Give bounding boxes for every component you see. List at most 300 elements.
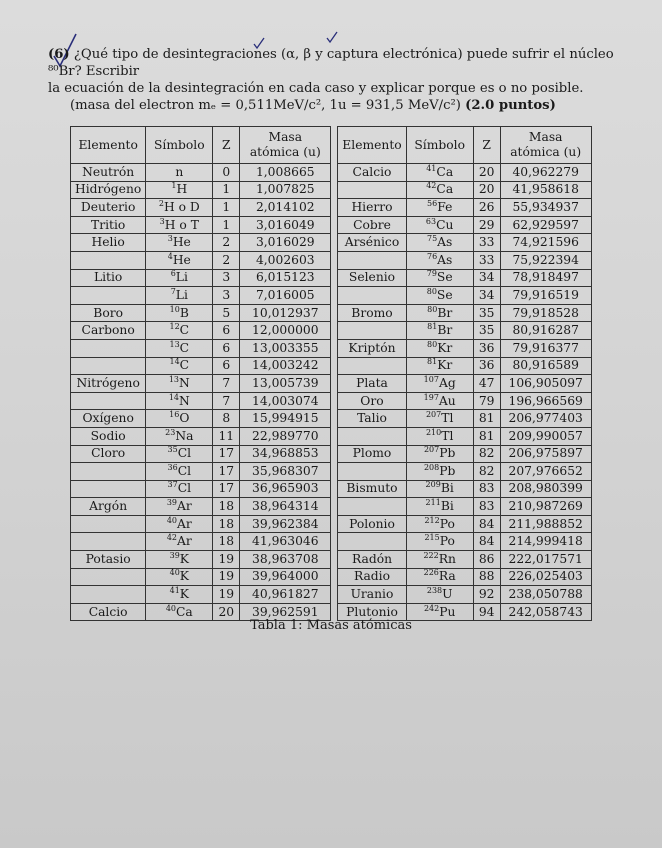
cell-symbol xyxy=(146,463,213,481)
cell-mass: 1,007825 xyxy=(240,181,331,199)
cell-symbol xyxy=(146,498,213,516)
mass-tables xyxy=(70,126,592,621)
symbol-text: C xyxy=(179,358,190,373)
cell-z: 17 xyxy=(213,445,240,463)
symbol-text: K xyxy=(179,569,189,584)
table-row xyxy=(338,234,591,252)
cell-z: 18 xyxy=(213,498,240,516)
cell-z: 8 xyxy=(213,410,240,428)
cell-symbol xyxy=(146,216,213,234)
cell-z: 36 xyxy=(473,339,500,357)
cell-mass: 4,002603 xyxy=(240,251,331,269)
cell-symbol xyxy=(406,181,473,199)
mass-number: 7 xyxy=(170,286,176,296)
symbol-text: C xyxy=(179,340,190,355)
table-row xyxy=(338,480,591,498)
cell-symbol xyxy=(146,586,213,604)
cell-symbol xyxy=(406,568,473,586)
cell-element xyxy=(71,463,146,481)
symbol-text: Ar xyxy=(177,499,192,514)
symbol-text: H o D xyxy=(163,199,200,214)
cell-symbol xyxy=(406,287,473,305)
mass-number: 41 xyxy=(169,586,180,596)
cell-symbol xyxy=(406,480,473,498)
cell-symbol xyxy=(146,269,213,287)
cell-z: 6 xyxy=(213,339,240,357)
symbol-text: As xyxy=(437,235,453,250)
cell-mass: 3,016049 xyxy=(240,216,331,234)
cell-symbol xyxy=(146,410,213,428)
mass-number: 79 xyxy=(426,269,437,279)
mass-number: 107 xyxy=(423,374,439,384)
cell-mass: 1,008665 xyxy=(240,164,331,182)
header-symbol: Símbolo xyxy=(146,127,213,164)
symbol-text: Po xyxy=(439,516,455,531)
table-row xyxy=(71,586,331,604)
symbol-text: Cu xyxy=(436,217,454,232)
cell-symbol xyxy=(406,392,473,410)
mass-number: 197 xyxy=(423,392,439,402)
cell-z: 35 xyxy=(473,304,500,322)
cell-element xyxy=(71,357,146,375)
symbol-text: Bi xyxy=(440,499,454,514)
mass-number: 12 xyxy=(169,322,180,332)
question-text xyxy=(48,46,638,114)
table-row xyxy=(338,339,591,357)
symbol-text: Kr xyxy=(437,340,453,355)
cell-z: 79 xyxy=(473,392,500,410)
mass-number: 81 xyxy=(427,322,438,332)
cell-z: 20 xyxy=(473,181,500,199)
cell-mass: 55,934937 xyxy=(500,199,591,217)
cell-z: 19 xyxy=(213,586,240,604)
cell-symbol xyxy=(406,269,473,287)
cell-z: 11 xyxy=(213,427,240,445)
mass-number: 10 xyxy=(169,304,180,314)
cell-z: 26 xyxy=(473,199,500,217)
cell-element xyxy=(71,392,146,410)
mass-number: 39 xyxy=(169,550,180,560)
mass-number: 40 xyxy=(166,515,177,525)
cell-z: 33 xyxy=(473,234,500,252)
cell-z: 20 xyxy=(473,164,500,182)
question-line-2: la ecuación de la desintegración en cada caso y explicar porque es o no posible. xyxy=(48,81,584,96)
cell-mass: 78,918497 xyxy=(500,269,591,287)
cell-mass: 13,003355 xyxy=(240,339,331,357)
table-row xyxy=(338,498,591,516)
cell-z: 92 xyxy=(473,586,500,604)
table-row xyxy=(71,533,331,551)
symbol-text: Po xyxy=(439,534,455,549)
cell-mass: 226,025403 xyxy=(500,568,591,586)
mass-number: 226 xyxy=(423,568,439,578)
cell-element: Potasio xyxy=(71,551,146,569)
table-row xyxy=(338,533,591,551)
mass-number: 1 xyxy=(171,181,177,191)
cell-element xyxy=(338,357,406,375)
cell-element xyxy=(71,251,146,269)
table-row xyxy=(71,304,331,322)
symbol-text: Cl xyxy=(177,481,192,496)
cell-mass: 80,916589 xyxy=(500,357,591,375)
cell-mass: 80,916287 xyxy=(500,322,591,340)
cell-mass: 74,921596 xyxy=(500,234,591,252)
cell-mass: 6,015123 xyxy=(240,269,331,287)
question-line-3: (masa del electron mₑ = 0,511MeV/c², 1u = 931,5 MeV/c²) xyxy=(70,98,461,113)
cell-element xyxy=(71,480,146,498)
symbol-text: Cl xyxy=(177,446,192,461)
symbol-text: Ca xyxy=(176,604,193,619)
cell-element: Argón xyxy=(71,498,146,516)
cell-z: 19 xyxy=(213,551,240,569)
table-row xyxy=(71,410,331,428)
mass-number: 6 xyxy=(170,269,176,279)
symbol-text: Ag xyxy=(438,375,456,390)
cell-mass: 39,962591 xyxy=(240,603,331,621)
symbol-text: K xyxy=(179,551,189,566)
cell-element xyxy=(338,251,406,269)
cell-z: 6 xyxy=(213,357,240,375)
cell-symbol xyxy=(146,181,213,199)
cell-z: 7 xyxy=(213,375,240,393)
cell-z: 1 xyxy=(213,199,240,217)
cell-z: 84 xyxy=(473,533,500,551)
table-row xyxy=(338,322,591,340)
mass-number: 80 xyxy=(426,286,437,296)
cell-z: 17 xyxy=(213,463,240,481)
table-row xyxy=(71,463,331,481)
cell-z: 34 xyxy=(473,269,500,287)
cell-element xyxy=(338,287,406,305)
cell-element: Bromo xyxy=(338,304,406,322)
table-row xyxy=(71,164,331,182)
symbol-text: Cl xyxy=(177,463,192,478)
mass-number: 211 xyxy=(425,498,441,508)
cell-mass: 79,916519 xyxy=(500,287,591,305)
cell-element: Polonio xyxy=(338,515,406,533)
cell-z: 6 xyxy=(213,322,240,340)
cell-symbol xyxy=(406,357,473,375)
symbol-text: Li xyxy=(175,287,188,302)
symbol-text: Tl xyxy=(441,428,454,443)
question-number: (6) xyxy=(48,47,70,62)
table-row xyxy=(338,357,591,375)
table-row xyxy=(71,216,331,234)
table-row xyxy=(71,357,331,375)
cell-z: 83 xyxy=(473,498,500,516)
cell-mass: 34,968853 xyxy=(240,445,331,463)
cell-symbol xyxy=(146,515,213,533)
cell-mass: 41,963046 xyxy=(240,533,331,551)
cell-symbol xyxy=(406,199,473,217)
cell-mass: 79,918528 xyxy=(500,304,591,322)
table-caption: Tabla 1: Masas atómicas xyxy=(250,618,412,633)
cell-symbol xyxy=(406,586,473,604)
mass-number: 13 xyxy=(169,339,180,349)
mass-number: 16 xyxy=(169,410,180,420)
symbol-text: H o T xyxy=(164,217,199,232)
cell-z: 7 xyxy=(213,392,240,410)
cell-z: 82 xyxy=(473,445,500,463)
table-row xyxy=(338,199,591,217)
symbol-text: Na xyxy=(175,428,194,443)
table-row xyxy=(338,181,591,199)
cell-z: 81 xyxy=(473,410,500,428)
symbol-text: Pb xyxy=(439,463,456,478)
symbol-text: As xyxy=(437,252,453,267)
cell-symbol xyxy=(406,251,473,269)
cell-mass: 222,017571 xyxy=(500,551,591,569)
cell-element xyxy=(71,568,146,586)
mass-number: 4 xyxy=(167,251,173,261)
cell-symbol xyxy=(406,234,473,252)
cell-z: 19 xyxy=(213,568,240,586)
cell-mass: 207,976652 xyxy=(500,463,591,481)
cell-element: Litio xyxy=(71,269,146,287)
mass-number: 36 xyxy=(167,462,178,472)
mass-number: 14 xyxy=(169,357,180,367)
table-row xyxy=(338,269,591,287)
cell-element: Arsénico xyxy=(338,234,406,252)
symbol-text: Au xyxy=(438,393,456,408)
table-row xyxy=(71,322,331,340)
table-row xyxy=(71,392,331,410)
table-row xyxy=(338,304,591,322)
mass-number: 76 xyxy=(426,251,438,261)
cell-mass: 39,962384 xyxy=(240,515,331,533)
cell-mass: 206,977403 xyxy=(500,410,591,428)
cell-z: 81 xyxy=(473,427,500,445)
cell-z: 47 xyxy=(473,375,500,393)
cell-mass: 14,003242 xyxy=(240,357,331,375)
cell-element xyxy=(338,322,406,340)
cell-mass: 2,014102 xyxy=(240,199,331,217)
cell-symbol xyxy=(146,304,213,322)
cell-z: 84 xyxy=(473,515,500,533)
mass-number: 212 xyxy=(424,515,440,525)
cell-z: 20 xyxy=(213,603,240,621)
symbol-text: N xyxy=(179,393,190,408)
symbol-text: Fe xyxy=(437,199,453,214)
cell-element: Hierro xyxy=(338,199,406,217)
cell-mass: 41,958618 xyxy=(500,181,591,199)
cell-element: Tritio xyxy=(71,216,146,234)
table-row xyxy=(71,199,331,217)
cell-z: 34 xyxy=(473,287,500,305)
mass-number: 37 xyxy=(167,480,178,490)
header-element: Elemento xyxy=(338,127,406,164)
cell-element xyxy=(71,339,146,357)
cell-element: Plata xyxy=(338,375,406,393)
symbol-text: Kr xyxy=(437,358,453,373)
symbol-text: Pu xyxy=(439,604,456,619)
cell-symbol xyxy=(146,445,213,463)
cell-z: 94 xyxy=(473,603,500,621)
cell-mass: 7,016005 xyxy=(240,287,331,305)
cell-mass: 238,050788 xyxy=(500,586,591,604)
cell-element: Oro xyxy=(338,392,406,410)
mass-number: 80 xyxy=(427,339,438,349)
mass-number: 3 xyxy=(167,234,173,244)
cell-symbol xyxy=(406,533,473,551)
table-header-row xyxy=(338,127,591,164)
table-row xyxy=(338,445,591,463)
cell-symbol xyxy=(146,533,213,551)
mass-number: 39 xyxy=(166,498,177,508)
cell-z: 82 xyxy=(473,463,500,481)
mass-number: 242 xyxy=(423,603,440,613)
table-row xyxy=(338,375,591,393)
table-row xyxy=(338,515,591,533)
mass-number: 42 xyxy=(426,181,437,191)
question-points: (2.0 puntos) xyxy=(465,98,556,113)
cell-element xyxy=(71,287,146,305)
cell-element: Hidrógeno xyxy=(71,181,146,199)
cell-z: 88 xyxy=(473,568,500,586)
question-line-1: ¿Qué tipo de desintegraciones (α, β y captura electrónica) puede sufrir el núcleo ⁸⁰Br? Escribir xyxy=(48,47,614,79)
cell-element: Calcio xyxy=(71,603,146,621)
symbol-text: Se xyxy=(436,287,453,302)
symbol-text: U xyxy=(442,587,453,602)
cell-mass: 3,016029 xyxy=(240,234,331,252)
mass-table-left xyxy=(70,126,331,621)
symbol-text: C xyxy=(179,323,190,338)
mass-number: 2 xyxy=(158,198,164,208)
cell-element: Plomo xyxy=(338,445,406,463)
mass-number: 42 xyxy=(166,533,177,543)
symbol-text: Bi xyxy=(440,481,454,496)
cell-symbol xyxy=(406,339,473,357)
cell-symbol xyxy=(406,322,473,340)
table-row xyxy=(71,251,331,269)
symbol-text: n xyxy=(175,164,184,179)
cell-z: 1 xyxy=(213,181,240,199)
cell-z: 29 xyxy=(473,216,500,234)
table-row xyxy=(338,251,591,269)
table-row xyxy=(71,269,331,287)
mass-number: 209 xyxy=(425,480,441,490)
cell-mass: 14,003074 xyxy=(240,392,331,410)
symbol-text: Li xyxy=(175,270,188,285)
mass-number: 14 xyxy=(168,392,179,402)
cell-symbol xyxy=(406,164,473,182)
symbol-text: Ca xyxy=(436,182,454,197)
cell-element xyxy=(338,533,406,551)
cell-mass: 13,005739 xyxy=(240,375,331,393)
cell-element: Radón xyxy=(338,551,406,569)
cell-mass: 38,963708 xyxy=(240,551,331,569)
mass-number: 207 xyxy=(425,410,442,420)
cell-symbol xyxy=(146,164,213,182)
mass-number: 208 xyxy=(423,462,440,472)
cell-mass: 35,968307 xyxy=(240,463,331,481)
table-row xyxy=(338,568,591,586)
cell-mass: 75,922394 xyxy=(500,251,591,269)
cell-mass: 22,989770 xyxy=(240,427,331,445)
symbol-text: Ra xyxy=(438,569,456,584)
mass-number: 40 xyxy=(169,568,180,578)
cell-element: Talio xyxy=(338,410,406,428)
cell-element: Cobre xyxy=(338,216,406,234)
table-row xyxy=(71,551,331,569)
cell-z: 3 xyxy=(213,269,240,287)
cell-mass: 211,988852 xyxy=(500,515,591,533)
table-row xyxy=(71,480,331,498)
cell-symbol xyxy=(146,234,213,252)
cell-mass: 79,916377 xyxy=(500,339,591,357)
cell-z: 0 xyxy=(213,164,240,182)
cell-z: 3 xyxy=(213,287,240,305)
cell-element: Calcio xyxy=(338,164,406,182)
symbol-text: Ca xyxy=(436,164,454,179)
cell-symbol xyxy=(146,199,213,217)
cell-mass: 62,929597 xyxy=(500,216,591,234)
cell-element: Helio xyxy=(71,234,146,252)
cell-z: 83 xyxy=(473,480,500,498)
table-row xyxy=(71,427,331,445)
handwritten-check-icon xyxy=(325,30,339,44)
cell-symbol xyxy=(146,568,213,586)
cell-mass: 36,965903 xyxy=(240,480,331,498)
mass-number: 222 xyxy=(423,550,439,560)
cell-z: 2 xyxy=(213,251,240,269)
mass-number: 207 xyxy=(423,445,440,455)
table-row xyxy=(338,551,591,569)
cell-z: 33 xyxy=(473,251,500,269)
symbol-text: N xyxy=(179,375,190,390)
symbol-text: Br xyxy=(437,305,453,320)
cell-symbol xyxy=(406,463,473,481)
mass-number: 81 xyxy=(427,357,438,367)
header-z: Z xyxy=(213,127,240,164)
header-mass: Masa atómica (u) xyxy=(240,127,331,164)
cell-z: 36 xyxy=(473,357,500,375)
mass-number: 56 xyxy=(427,198,438,208)
table-row xyxy=(338,392,591,410)
table-row xyxy=(71,515,331,533)
cell-mass: 40,961827 xyxy=(240,586,331,604)
table-row xyxy=(338,164,591,182)
symbol-text: He xyxy=(172,235,191,250)
header-z: Z xyxy=(473,127,500,164)
symbol-text: Tl xyxy=(441,411,454,426)
cell-element xyxy=(338,498,406,516)
symbol-text: Se xyxy=(436,270,453,285)
cell-element: Uranio xyxy=(338,586,406,604)
mass-number: 75 xyxy=(426,234,438,244)
symbol-text: Rn xyxy=(438,551,456,566)
cell-symbol xyxy=(406,551,473,569)
cell-mass: 40,962279 xyxy=(500,164,591,182)
cell-element xyxy=(71,586,146,604)
mass-number: 63 xyxy=(425,216,437,226)
mass-number: 210 xyxy=(425,427,442,437)
cell-symbol xyxy=(406,515,473,533)
cell-mass: 208,980399 xyxy=(500,480,591,498)
cell-z: 2 xyxy=(213,234,240,252)
table-row xyxy=(338,586,591,604)
cell-element: Nitrógeno xyxy=(71,375,146,393)
cell-symbol xyxy=(406,498,473,516)
table-row xyxy=(338,287,591,305)
cell-mass: 38,964314 xyxy=(240,498,331,516)
cell-symbol xyxy=(406,216,473,234)
symbol-text: Br xyxy=(437,323,453,338)
cell-symbol xyxy=(146,357,213,375)
cell-mass: 12,000000 xyxy=(240,322,331,340)
cell-element: Boro xyxy=(71,304,146,322)
cell-symbol xyxy=(146,427,213,445)
